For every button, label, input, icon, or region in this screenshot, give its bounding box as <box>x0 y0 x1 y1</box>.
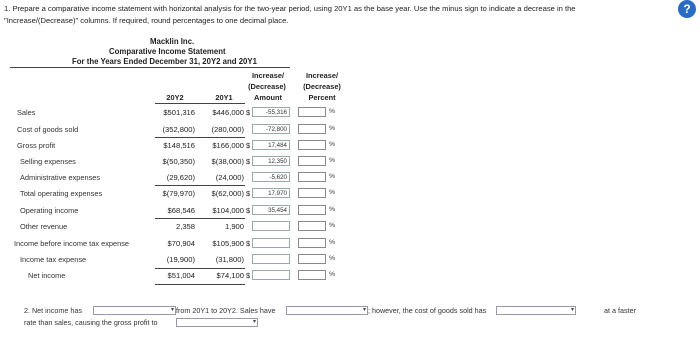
row-percent-sign: % <box>329 239 336 246</box>
row-dollar-sign: $ <box>246 189 251 198</box>
row-label: Sales <box>17 108 36 117</box>
row-percent-sign: % <box>329 189 336 196</box>
row-amount-input[interactable]: -55,316 <box>252 107 290 117</box>
total-underline <box>155 284 245 285</box>
row-value-20y2: $(50,350) <box>162 157 195 166</box>
row-value-20y1: $74,100 <box>216 271 244 280</box>
row-label: Net income <box>28 271 66 280</box>
row-amount-input[interactable] <box>252 238 290 248</box>
row-label: Income tax expense <box>20 255 87 264</box>
row-value-20y1: $105,900 <box>212 239 244 248</box>
row-dollar-sign: $ <box>246 206 251 215</box>
q2-cogs-select[interactable] <box>496 306 576 315</box>
col-percent-line2: (Decrease) <box>303 82 341 91</box>
q2-text1: 2. Net income has <box>24 306 82 315</box>
row-value-20y1: 1,900 <box>224 222 244 231</box>
total-underline <box>155 185 245 186</box>
row-value-20y1: $446,000 <box>212 108 244 117</box>
statement-period: For the Years Ended December 31, 20Y2 and 20Y1 <box>72 57 257 66</box>
q2-text2: from 20Y1 to 20Y2. Sales have <box>176 306 276 315</box>
row-percent-input[interactable] <box>298 140 326 150</box>
heading-divider <box>10 67 290 68</box>
row-dollar-sign: $ <box>246 271 251 280</box>
row-percent-input[interactable] <box>298 107 326 117</box>
row-percent-input[interactable] <box>298 254 326 264</box>
total-underline <box>155 268 245 269</box>
row-value-20y2: (352,800) <box>162 125 195 134</box>
row-value-20y1: $(38,000) <box>211 157 244 166</box>
col-amount-line1: Increase/ <box>251 71 285 80</box>
row-dollar-sign: $ <box>246 108 251 117</box>
row-amount-input[interactable] <box>252 221 290 231</box>
row-percent-input[interactable] <box>298 188 326 198</box>
row-label: Gross profit <box>17 141 56 150</box>
row-amount-input[interactable]: 35,454 <box>252 205 290 215</box>
row-percent-input[interactable] <box>298 156 326 166</box>
q2-sales-select[interactable] <box>286 306 368 315</box>
row-amount-input[interactable]: -72,800 <box>252 124 290 134</box>
chevron-down-icon: ▾ <box>170 307 174 313</box>
row-percent-sign: % <box>329 222 336 229</box>
row-amount-input[interactable] <box>252 270 290 280</box>
row-value-20y2: (19,900) <box>166 255 195 264</box>
row-value-20y2: $70,904 <box>167 239 195 248</box>
row-label: Cost of goods sold <box>17 125 79 134</box>
q2-netincome-select[interactable] <box>93 306 176 315</box>
row-label: Administrative expenses <box>20 173 101 182</box>
q2-grossprofit-select[interactable] <box>176 318 258 327</box>
row-label: Other revenue <box>20 222 68 231</box>
row-value-20y2: $501,316 <box>163 108 195 117</box>
row-amount-input[interactable]: 17,970 <box>252 188 290 198</box>
col-percent-line3: Percent <box>308 93 336 102</box>
row-percent-sign: % <box>329 206 336 213</box>
chevron-down-icon: ▾ <box>252 319 256 325</box>
col-percent-line1: Increase/ <box>305 71 339 80</box>
row-value-20y1: $166,000 <box>212 141 244 150</box>
row-dollar-sign: $ <box>246 157 251 166</box>
row-value-20y2: (29,620) <box>166 173 195 182</box>
row-percent-sign: % <box>329 173 336 180</box>
row-label: Selling expenses <box>20 157 76 166</box>
total-underline <box>155 218 245 219</box>
row-percent-sign: % <box>329 108 336 115</box>
instructions-text: 1. Prepare a comparative income statement with horizontal analysis for the two-year period, using 20Y1 as the base year. Use the minus sign to indicate a decrease in the "Increase/(Decrease)" columns. If required, round percentages to one decimal place. <box>4 4 576 25</box>
row-value-20y1: $104,000 <box>212 206 244 215</box>
row-amount-input[interactable]: -5,620 <box>252 172 290 182</box>
row-value-20y1: $(62,000) <box>211 189 244 198</box>
row-value-20y2: $(79,970) <box>162 189 195 198</box>
col-amount-line3: Amount <box>254 93 282 102</box>
row-percent-input[interactable] <box>298 270 326 280</box>
row-percent-sign: % <box>329 125 336 132</box>
row-percent-input[interactable] <box>298 205 326 215</box>
row-percent-sign: % <box>329 157 336 164</box>
statement-title: Comparative Income Statement <box>109 47 226 56</box>
company-name: Macklin Inc. <box>150 37 195 46</box>
row-amount-input[interactable]: 17,484 <box>252 140 290 150</box>
chevron-down-icon: ▾ <box>362 307 366 313</box>
row-value-20y2: $68,546 <box>167 206 195 215</box>
row-label: Total operating expenses <box>20 189 103 198</box>
row-percent-sign: % <box>329 271 336 278</box>
row-label: Operating income <box>20 206 79 215</box>
row-amount-input[interactable] <box>252 254 290 264</box>
row-percent-input[interactable] <box>298 124 326 134</box>
row-value-20y2: $51,004 <box>167 271 195 280</box>
row-value-20y1: (24,000) <box>215 173 244 182</box>
q2-text5: rate than sales, causing the gross profit to <box>24 318 158 327</box>
col-amount-line2: (Decrease) <box>248 82 286 91</box>
row-value-20y1: (280,000) <box>211 125 244 134</box>
q2-text4: at a faster <box>604 306 636 315</box>
row-amount-input[interactable]: 12,350 <box>252 156 290 166</box>
row-percent-sign: % <box>329 255 336 262</box>
header-underline <box>155 103 245 104</box>
total-underline <box>155 137 245 138</box>
row-percent-input[interactable] <box>298 221 326 231</box>
chevron-down-icon: ▾ <box>570 307 574 313</box>
row-dollar-sign: $ <box>246 239 251 248</box>
row-value-20y2: 2,358 <box>175 222 195 231</box>
row-percent-input[interactable] <box>298 172 326 182</box>
row-value-20y1: (31,800) <box>215 255 244 264</box>
row-dollar-sign: $ <box>246 141 251 150</box>
row-percent-input[interactable] <box>298 238 326 248</box>
row-percent-sign: % <box>329 141 336 148</box>
row-value-20y2: $148,516 <box>163 141 195 150</box>
col-20y1: 20Y1 <box>215 93 233 102</box>
help-icon[interactable]: ? <box>678 0 696 18</box>
q2-text3: ; however, the cost of goods sold has <box>368 306 487 315</box>
row-label: Income before income tax expense <box>14 239 130 248</box>
col-20y2: 20Y2 <box>166 93 184 102</box>
